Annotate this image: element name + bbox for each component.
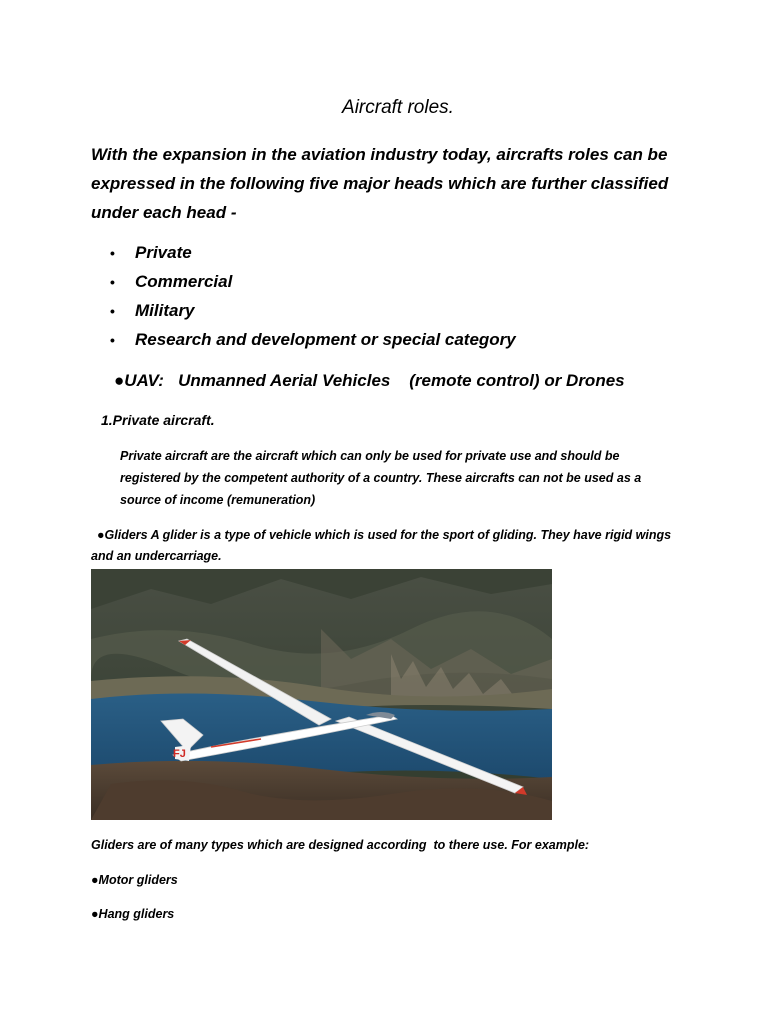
list-item [110,325,516,354]
bullet-icon: • [110,303,115,319]
section-heading-private-aircraft: 1.Private aircraft. [101,412,215,428]
bullet-icon: • [110,245,115,261]
glider-photo-illustration [91,569,552,820]
category-label: Commercial [135,272,233,291]
uav-category-line: ●UAV: Unmanned Aerial Vehicles (remote control) or Drones [114,371,625,390]
list-item [110,238,516,267]
glider-type-item: ●Motor gliders [91,873,178,887]
bullet-icon: • [110,332,115,348]
glider-types-intro: Gliders are of many types which are designed according to there use. For example: [91,838,590,852]
bullet-icon: • [110,274,115,290]
glider-registration-marking: FJ [173,748,186,760]
private-aircraft-definition: Private aircraft are the aircraft which can only be used for private use and should be registered by the competent authority of a country. These aircrafts can not be used as a source of income (remuneration) [120,449,642,507]
gliders-definition: ●Gliders A glider is a type of vehicle which is used for the sport of gliding. They have rigid wings and an undercarriage. [91,528,672,563]
list-item [110,267,516,296]
intro-paragraph: With the expansion in the aviation industry today, aircrafts roles can be expressed in the following five major heads which are further classified under each head - [91,145,669,222]
aircraft-categories-list [110,238,516,354]
category-label: Military [135,301,195,320]
list-item [110,296,516,325]
page-title: Aircraft roles. [342,97,454,118]
glider-type-item: ●Hang gliders [91,907,175,921]
glider-photo [91,569,552,820]
category-label: Private [135,243,192,262]
category-label: Research and development or special category [135,330,516,349]
